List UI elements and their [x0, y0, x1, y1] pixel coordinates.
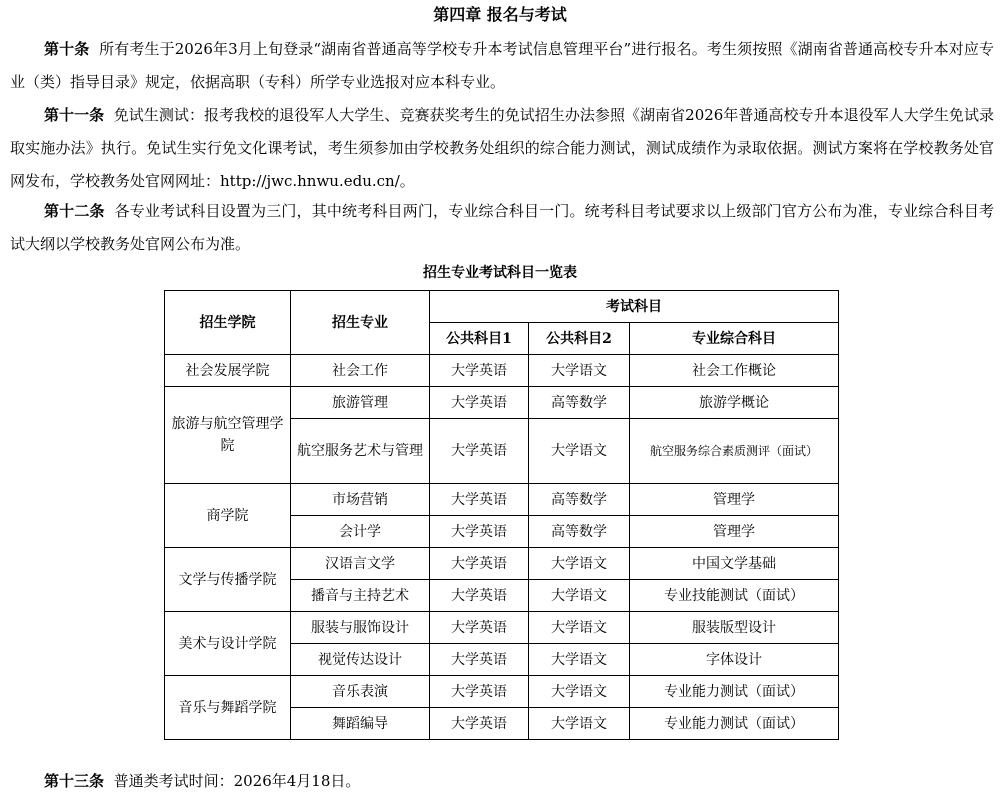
table-row [165, 612, 839, 644]
public1-cell: 大学英语 [430, 355, 529, 387]
major-cell: 音乐表演 [291, 676, 430, 708]
public2-cell: 大学语文 [529, 355, 630, 387]
public2-cell: 高等数学 [529, 387, 630, 419]
public2-cell: 高等数学 [529, 484, 630, 516]
header-major: 招生专业 [291, 291, 430, 355]
article-13-label: 第十三条 [44, 772, 105, 790]
major-cell: 会计学 [291, 516, 430, 548]
article-11-label: 第十一条 [44, 106, 105, 124]
table-row [165, 676, 839, 708]
public1-cell: 大学英语 [430, 387, 529, 419]
professional-cell: 旅游学概论 [630, 387, 839, 419]
header-college: 招生学院 [165, 291, 291, 355]
table-row [165, 548, 839, 580]
article-12 [10, 195, 994, 261]
table-row [165, 387, 839, 419]
professional-cell: 服装版型设计 [630, 612, 839, 644]
professional-cell: 社会工作概论 [630, 355, 839, 387]
major-cell: 航空服务艺术与管理 [291, 419, 430, 484]
header-professional: 专业综合科目 [630, 323, 839, 355]
professional-cell: 航空服务综合素质测评（面试） [630, 419, 839, 484]
major-cell: 汉语言文学 [291, 548, 430, 580]
major-cell: 舞蹈编导 [291, 708, 430, 740]
public2-cell: 大学语文 [529, 548, 630, 580]
major-cell: 社会工作 [291, 355, 430, 387]
college-cell: 旅游与航空管理学院 [165, 387, 291, 484]
college-cell: 商学院 [165, 484, 291, 548]
college-cell: 音乐与舞蹈学院 [165, 676, 291, 740]
public1-cell: 大学英语 [430, 644, 529, 676]
professional-cell: 中国文学基础 [630, 548, 839, 580]
major-cell: 播音与主持艺术 [291, 580, 430, 612]
professional-cell: 管理学 [630, 484, 839, 516]
header-exam-subjects: 考试科目 [430, 291, 839, 323]
professional-cell: 专业能力测试（面试） [630, 708, 839, 740]
header-public1: 公共科目1 [430, 323, 529, 355]
public1-cell: 大学英语 [430, 548, 529, 580]
article-13-text: 普通类考试时间：2026年4月18日。 [113, 772, 361, 790]
professional-cell: 字体设计 [630, 644, 839, 676]
public1-cell: 大学英语 [430, 708, 529, 740]
public1-cell: 大学英语 [430, 516, 529, 548]
article-13 [10, 765, 994, 798]
college-cell: 文学与传播学院 [165, 548, 291, 612]
public1-cell: 大学英语 [430, 419, 529, 484]
public2-cell: 大学语文 [529, 419, 630, 484]
professional-cell: 管理学 [630, 516, 839, 548]
major-cell: 旅游管理 [291, 387, 430, 419]
article-11 [10, 99, 994, 198]
table-title: 招生专业考试科目一览表 [423, 265, 577, 281]
major-cell: 视觉传达设计 [291, 644, 430, 676]
public2-cell: 大学语文 [529, 676, 630, 708]
article-11-text: 免试生测试：报考我校的退役军人大学生、竞赛获奖考生的免试招生办法参照《湖南省2026年普通高校专升本退役军人大学生免试录取实施办法》执行。免试生实行免文化课考试，考生须参加由学校教务处组织的综合能力测试，测试成绩作为录取依据。测试方案将在学校教务处官网发布，学校教务处官网网址：http://jwc.hnwu.edu.cn/。 [10, 106, 994, 190]
major-cell: 市场营销 [291, 484, 430, 516]
professional-cell: 专业技能测试（面试） [630, 580, 839, 612]
article-12-label: 第十二条 [44, 202, 105, 220]
article-10-label: 第十条 [44, 40, 90, 58]
major-cell: 服装与服饰设计 [291, 612, 430, 644]
public1-cell: 大学英语 [430, 676, 529, 708]
college-cell: 社会发展学院 [165, 355, 291, 387]
table-row [165, 355, 839, 387]
article-10-text: 所有考生于2026年3月上旬登录“湖南省普通高等学校专升本考试信息管理平台”进行报名。考生须按照《湖南省普通高校专升本对应专业（类）指导目录》规定，依据高职（专科）所学专业选报对应本科专业。 [10, 40, 994, 91]
public1-cell: 大学英语 [430, 612, 529, 644]
public2-cell: 大学语文 [529, 580, 630, 612]
header-public2: 公共科目2 [529, 323, 630, 355]
public2-cell: 大学语文 [529, 708, 630, 740]
professional-cell: 专业能力测试（面试） [630, 676, 839, 708]
public2-cell: 高等数学 [529, 516, 630, 548]
public2-cell: 大学语文 [529, 644, 630, 676]
exam-subjects-table [164, 290, 839, 740]
article-10 [10, 33, 994, 99]
article-12-text: 各专业考试科目设置为三门，其中统考科目两门，专业综合科目一门。统考科目考试要求以上级部门官方公布为准，专业综合科目考试大纲以学校教务处官网公布为准。 [10, 202, 994, 253]
public1-cell: 大学英语 [430, 484, 529, 516]
public1-cell: 大学英语 [430, 580, 529, 612]
public2-cell: 大学语文 [529, 612, 630, 644]
chapter-title: 第四章 报名与考试 [433, 5, 567, 24]
table-row [165, 484, 839, 516]
college-cell: 美术与设计学院 [165, 612, 291, 676]
